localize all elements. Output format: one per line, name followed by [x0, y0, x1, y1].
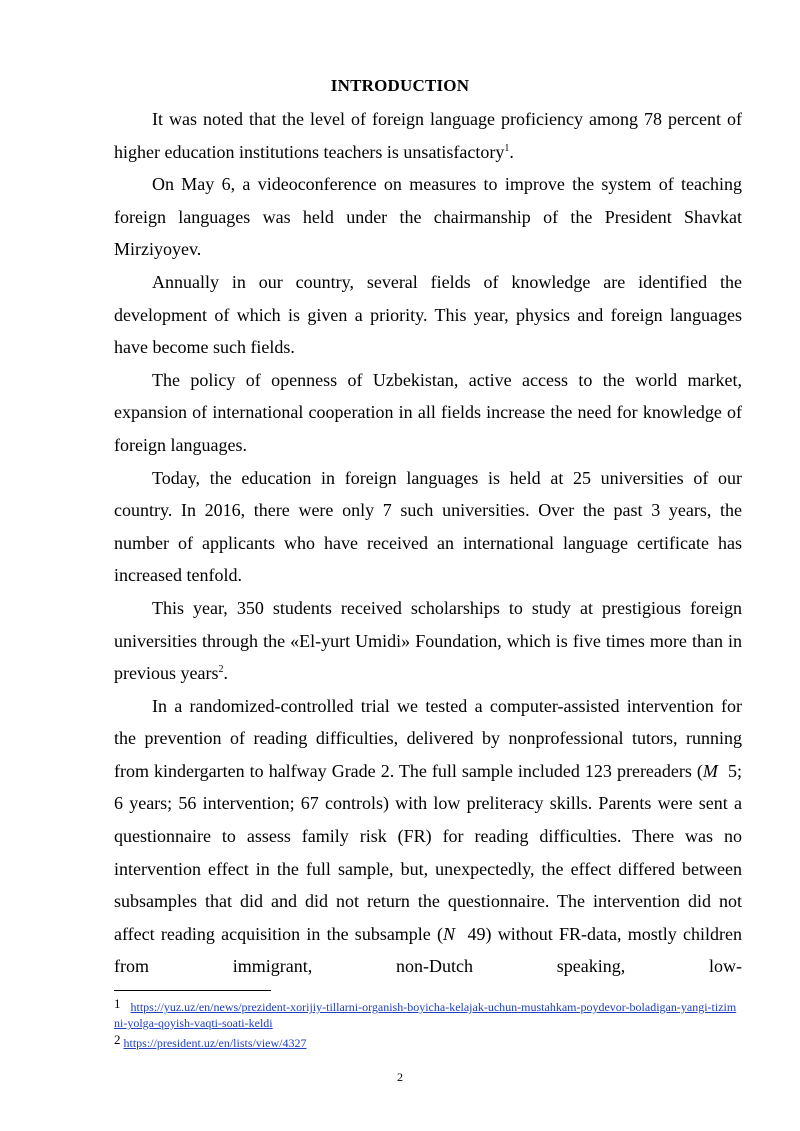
paragraph-6-end: . [223, 663, 228, 684]
paragraph-2: On May 6, a videoconference on measures to improve the system of teaching foreign languages was held under the chairmanship of the President Shavkat Mirziyoyev. [114, 174, 742, 260]
statistic-m-symbol: M [702, 760, 718, 781]
paragraph-1 [114, 103, 742, 168]
footnote-ref-2[interactable]: 2 [218, 664, 224, 676]
page-number: 2 [397, 1070, 403, 1084]
paragraph-4: The policy of openness of Uzbekistan, active access to the world market, expansion of international cooperation in all fields increase the need for knowledge of foreign languages. [114, 369, 742, 455]
footnote-link[interactable]: https://yuz.uz/en/news/prezident-xorijiy-tillarni-organish-boyicha-kelajak-uchun-mustahkam-poydevor-boladigan-yangi-tizimni-yolga-qoyish-vaqti-soati-keldi [114, 1000, 737, 1030]
paragraph-6-text: This year, 350 students received scholarships to study at prestigious foreign universities through the «El-yurt Umidi» Foundation, which is five times more than in previous years [114, 597, 742, 684]
paragraph-6 [114, 592, 742, 690]
footnote-link[interactable]: https://president.uz/en/lists/view/4327 [123, 1036, 307, 1050]
footnote-separator [114, 990, 271, 991]
paragraph-5: Today, the education in foreign languages is held at 25 universities of our country. In 2016, there were only 7 such universities. Over the past 3 years, the number of applicants who have received an international language certificate has increased tenfold. [114, 467, 742, 586]
statistic-n-symbol: N [443, 923, 456, 944]
footnote-number: 2 [114, 1032, 121, 1047]
paragraph-7-part-c: 49) without FR-data, mostly children from immigrant, non-Dutch speaking, low- [114, 923, 743, 977]
paragraph-7-part-a: In a randomized-controlled trial we tested a computer-assisted intervention for the prevention of reading difficulties, delivered by nonprofessional tutors, running from kindergarten to halfway Grade 2. The full sample included 123 prereaders ( [114, 695, 742, 781]
footnote-1 [114, 996, 742, 1031]
section-heading: INTRODUCTION [330, 76, 470, 95]
footnotes [114, 996, 742, 1052]
body-text [114, 103, 742, 983]
footnote-number: 1 [114, 996, 121, 1011]
paragraph-1-text: It was noted that the level of foreign language proficiency among 78 percent of higher education institutions teachers is unsatisfactory [114, 109, 742, 162]
paragraph-7 [114, 690, 742, 983]
paragraph-7-part-b: 5; 6 years; 56 intervention; 67 controls) with low preliteracy skills. Parents were sent a questionnaire to assess family risk (FR) for reading difficulties. There was no intervention effect in the full sample, but, unexpectedly, the effect differed between subsamples that did and did not return the questionnaire. The intervention did not affect reading acquisition in the subsample ( [114, 760, 742, 944]
paragraph-3: Annually in our country, several fields of knowledge are identified the development of which is given a priority. This year, physics and foreign languages have become such fields. [114, 271, 742, 358]
footnote-ref-1[interactable]: 1 [504, 142, 510, 154]
footnote-2 [114, 1032, 742, 1051]
paragraph-1-end: . [509, 141, 514, 162]
